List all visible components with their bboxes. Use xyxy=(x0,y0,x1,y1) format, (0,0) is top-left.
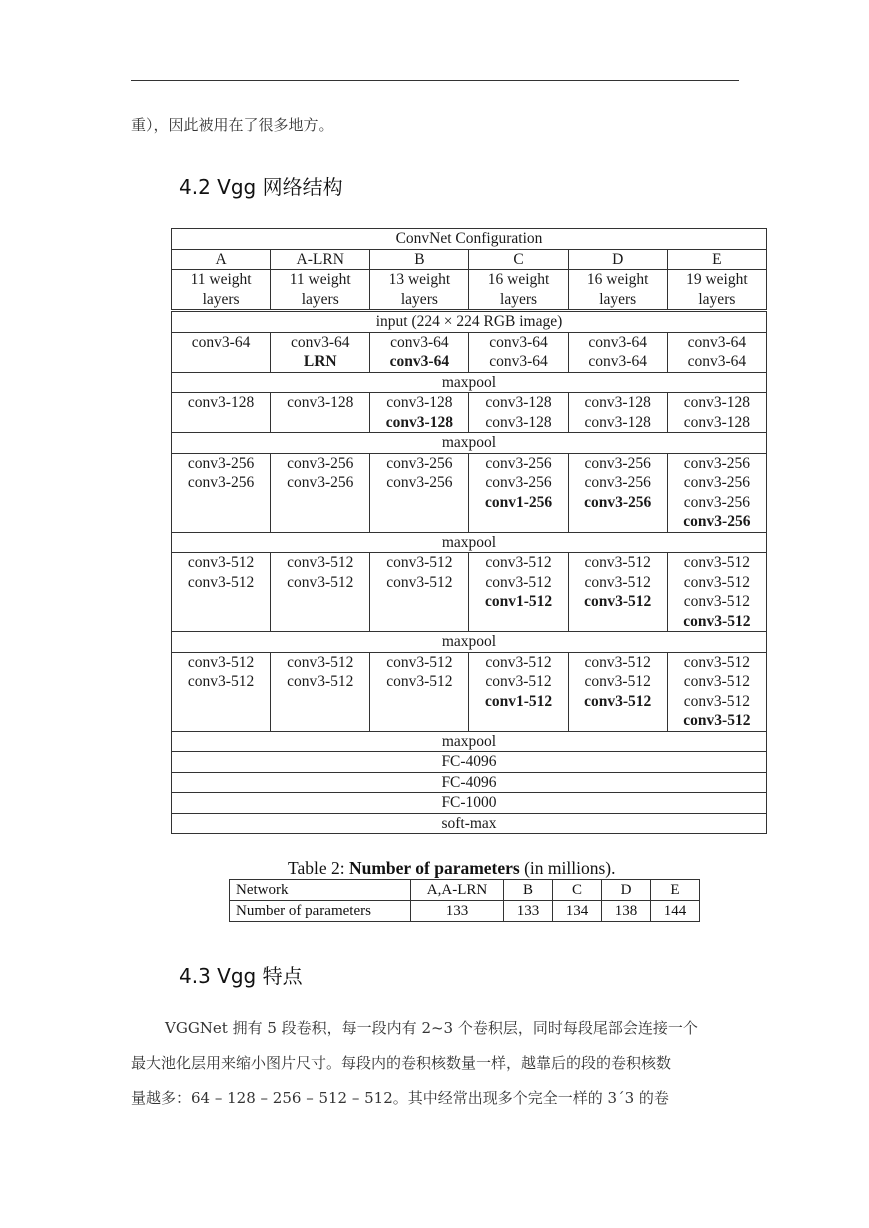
layer-cell: conv3-128 conv3-128 xyxy=(370,393,469,433)
column-header: D xyxy=(568,249,667,270)
body-line-1: VGGNet 拥有 5 段卷积，每一段内有 2~3 个卷积层，同时每段尾部会连接一个 xyxy=(165,1019,698,1037)
layer-cell: conv3-512 conv3-512 conv1-512 xyxy=(469,553,568,632)
layer-cell: conv3-512 conv3-512 conv3-512 xyxy=(568,652,667,731)
header-cell: E xyxy=(651,880,700,901)
input-row: input (224 × 224 RGB image) xyxy=(172,311,767,333)
maxpool-row: maxpool xyxy=(172,433,767,454)
column-header: B xyxy=(370,249,469,270)
section-heading-4-2: 4.2 Vgg 网络结构 xyxy=(179,175,343,199)
layer-cell: conv3-512 conv3-512 xyxy=(172,652,271,731)
layer-cell: conv3-64 conv3-64 xyxy=(568,332,667,372)
layer-cell: conv3-64 xyxy=(172,332,271,372)
layer-cell: conv3-64 LRN xyxy=(271,332,370,372)
layer-cell: conv3-512 conv3-512 xyxy=(370,652,469,731)
layer-cell: conv3-512 conv3-512 xyxy=(172,553,271,632)
header-cell: Network xyxy=(230,880,411,901)
table2-caption: Table 2: Number of parameters (in millions). xyxy=(288,858,616,878)
fc-row: FC-4096 xyxy=(172,772,767,793)
softmax-row: soft-max xyxy=(172,813,767,834)
convnet-config-table xyxy=(171,228,767,834)
body-line-3: 量越多：64 – 128 – 256 – 512 – 512。其中经常出现多个完全一样的 3´3 的卷 xyxy=(131,1089,669,1107)
weight-cell: 13 weight layers xyxy=(370,270,469,311)
header-rule xyxy=(131,80,739,81)
layer-cell: conv3-512 conv3-512 conv1-512 xyxy=(469,652,568,731)
layer-cell: conv3-64 conv3-64 xyxy=(370,332,469,372)
fc-row: FC-1000 xyxy=(172,793,767,814)
body-line-2: 最大池化层用来缩小图片尺寸。每段内的卷积核数量一样，越靠后的段的卷积核数 xyxy=(131,1054,672,1072)
layer-cell: conv3-256 conv3-256 xyxy=(172,453,271,532)
layer-cell: conv3-256 conv3-256 conv3-256 conv3-256 xyxy=(667,453,766,532)
layer-cell: conv3-128 conv3-128 xyxy=(469,393,568,433)
section-heading-4-3: 4.3 Vgg 特点 xyxy=(179,964,303,988)
layer-cell: conv3-512 conv3-512 xyxy=(271,652,370,731)
value-cell: 133 xyxy=(504,901,553,922)
maxpool-row: maxpool xyxy=(172,532,767,553)
value-cell: 134 xyxy=(553,901,602,922)
column-header: A xyxy=(172,249,271,270)
column-header: A-LRN xyxy=(271,249,370,270)
header-cell: A,A-LRN xyxy=(411,880,504,901)
value-cell: 138 xyxy=(602,901,651,922)
maxpool-row: maxpool xyxy=(172,731,767,752)
weight-cell: 16 weight layers xyxy=(469,270,568,311)
table-title: ConvNet Configuration xyxy=(172,229,767,250)
layer-cell: conv3-64 conv3-64 xyxy=(667,332,766,372)
layer-cell: conv3-64 conv3-64 xyxy=(469,332,568,372)
weight-cell: 19 weight layers xyxy=(667,270,766,311)
layer-cell: conv3-128 conv3-128 xyxy=(568,393,667,433)
weight-cell: 11 weight layers xyxy=(271,270,370,311)
layer-cell: conv3-512 conv3-512 conv3-512 conv3-512 xyxy=(667,652,766,731)
value-cell: 144 xyxy=(651,901,700,922)
row-label-cell: Number of parameters xyxy=(230,901,411,922)
header-cell: D xyxy=(602,880,651,901)
layer-cell: conv3-128 xyxy=(271,393,370,433)
layer-cell: conv3-256 conv3-256 conv1-256 xyxy=(469,453,568,532)
layer-cell: conv3-128 xyxy=(172,393,271,433)
layer-cell: conv3-512 conv3-512 xyxy=(271,553,370,632)
parameters-table xyxy=(229,879,700,922)
layer-cell: conv3-256 conv3-256 xyxy=(271,453,370,532)
top-paragraph: 重），因此被用在了很多地方。 xyxy=(131,116,334,134)
maxpool-row: maxpool xyxy=(172,632,767,653)
weight-cell: 11 weight layers xyxy=(172,270,271,311)
header-cell: C xyxy=(553,880,602,901)
fc-row: FC-4096 xyxy=(172,752,767,773)
header-cell: B xyxy=(504,880,553,901)
layer-cell: conv3-512 conv3-512 xyxy=(370,553,469,632)
layer-cell: conv3-512 conv3-512 conv3-512 xyxy=(568,553,667,632)
maxpool-row: maxpool xyxy=(172,372,767,393)
layer-cell: conv3-128 conv3-128 xyxy=(667,393,766,433)
column-header: E xyxy=(667,249,766,270)
layer-cell: conv3-256 conv3-256 xyxy=(370,453,469,532)
layer-cell: conv3-512 conv3-512 conv3-512 conv3-512 xyxy=(667,553,766,632)
weight-cell: 16 weight layers xyxy=(568,270,667,311)
value-cell: 133 xyxy=(411,901,504,922)
column-header: C xyxy=(469,249,568,270)
layer-cell: conv3-256 conv3-256 conv3-256 xyxy=(568,453,667,532)
